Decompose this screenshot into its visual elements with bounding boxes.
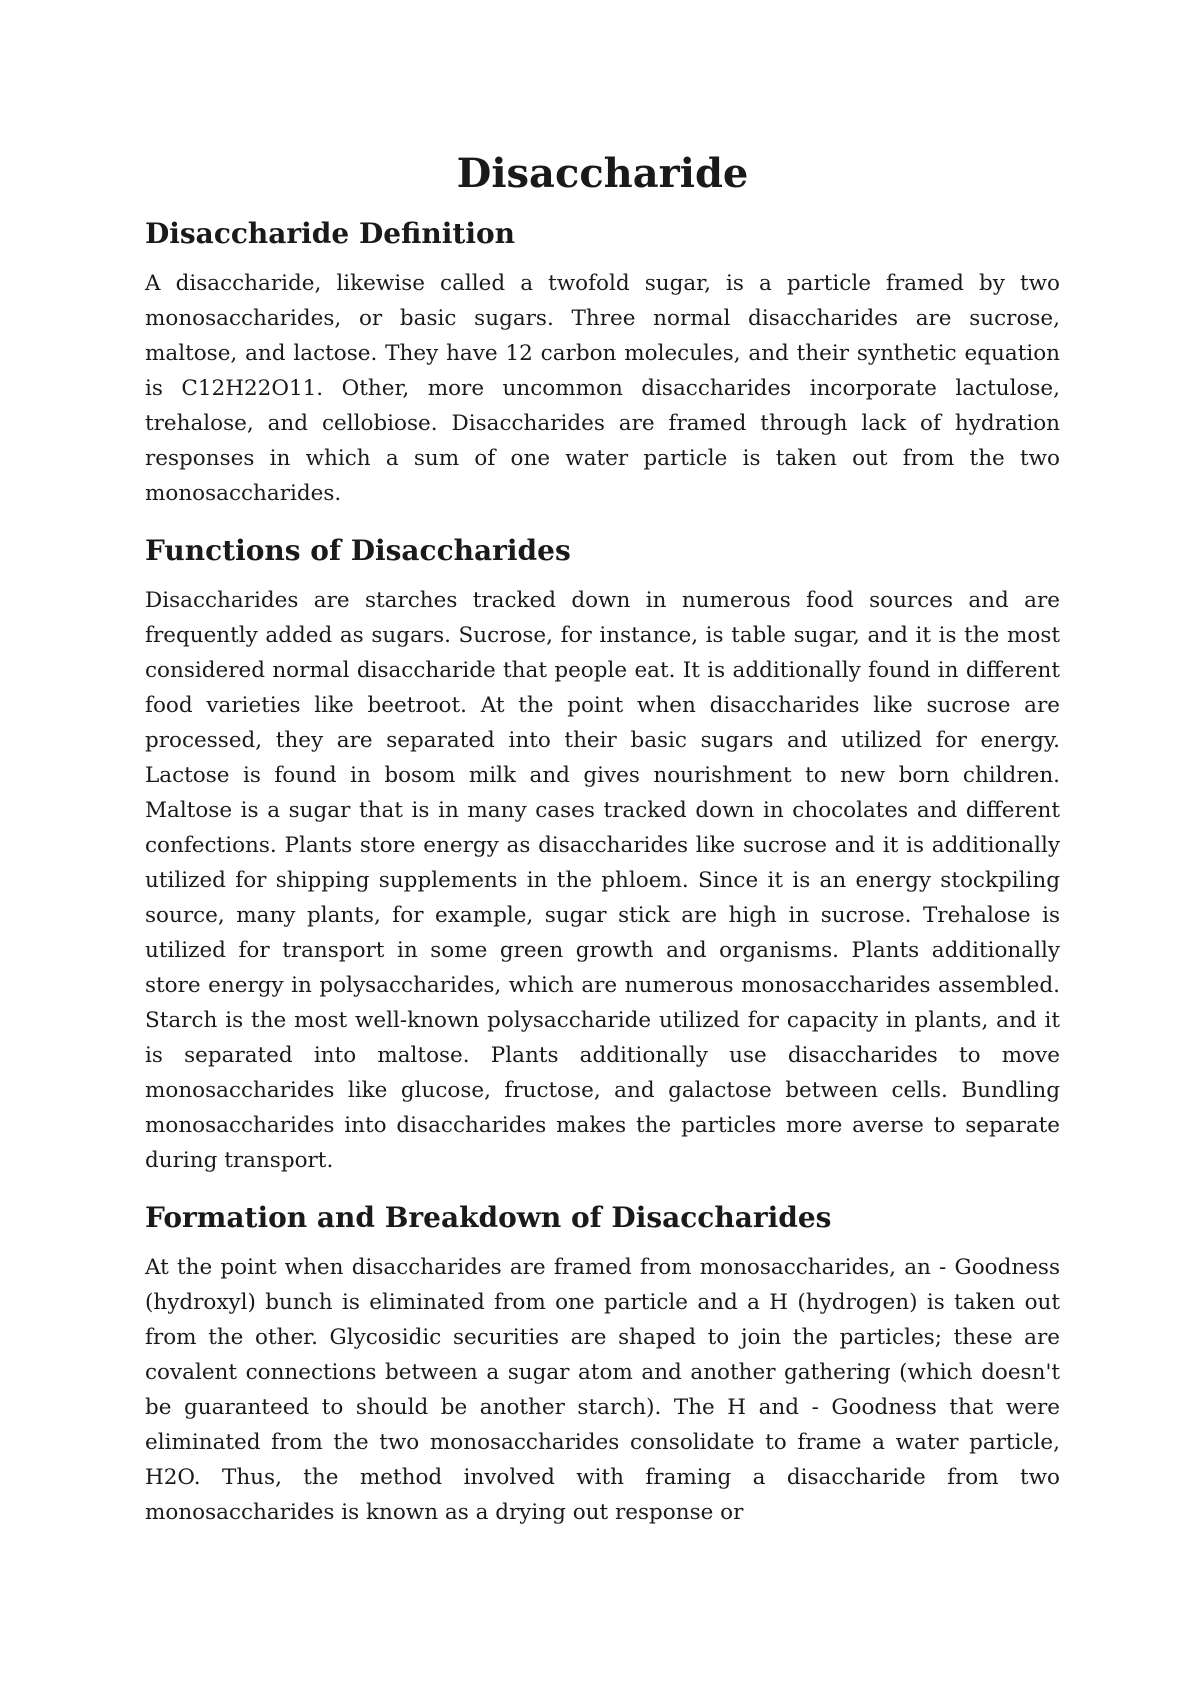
section-heading-functions: Functions of Disaccharides	[145, 534, 571, 567]
section-paragraph-functions: Disaccharides are starches tracked down in numerous food sources and are frequently added as sugars. Sucrose, for instance, is table sugar, and it is the most considered normal disaccharide that people eat. It is additionally found in different food varieties like beetroot. At the point when disaccharides like sucrose are processed, they are separated into their basic sugars and utilized for energy. Lactose is found in bosom milk and gives nourishment to new born children. Maltose is a sugar that is in many cases tracked down in chocolates and different confections. Plants store energy as disaccharides like sucrose and it is additionally utilized for shipping supplements in the phloem. Since it is an energy stockpiling source, many plants, for example, sugar stick are high in sucrose. Trehalose is utilized for transport in some green growth and organisms. Plants additionally store energy in polysaccharides, which are numerous monosaccharides assembled. Starch is the most well-known polysaccharide utilized for capacity in plants, and it is separated into maltose. Plants additionally use disaccharides to move monosaccharides like glucose, fructose, and galactose between cells. Bundling monosaccharides into disaccharides makes the particles more averse to separate during transport.	[145, 588, 1060, 1173]
document-page	[145, 140, 1060, 1552]
section-paragraph-definition: A disaccharide, likewise called a twofold sugar, is a particle framed by two monosaccharides, or basic sugars. Three normal disaccharides are sucrose, maltose, and lactose. They have 12 carbon molecules, and their synthetic equation is C12H22O11. Other, more uncommon disaccharides incorporate lactulose, trehalose, and cellobiose. Disaccharides are framed through lack of hydration responses in which a sum of one water particle is taken out from the two monosaccharides.	[145, 271, 1060, 506]
document-title: Disaccharide	[456, 150, 749, 197]
section-heading-formation: Formation and Breakdown of Disaccharides	[145, 1201, 832, 1234]
section-heading-definition: Disaccharide Definition	[145, 217, 516, 250]
section-paragraph-formation: At the point when disaccharides are framed from monosaccharides, an - Goodness (hydroxyl) bunch is eliminated from one particle and a H (hydrogen) is taken out from the other. Glycosidic securities are shaped to join the particles; these are covalent connections between a sugar atom and another gathering (which doesn't be guaranteed to should be another starch). The H and - Goodness that were eliminated from the two monosaccharides consolidate to frame a water particle, H2O. Thus, the method involved with framing a disaccharide from two monosaccharides is known as a drying out response or	[145, 1255, 1060, 1525]
